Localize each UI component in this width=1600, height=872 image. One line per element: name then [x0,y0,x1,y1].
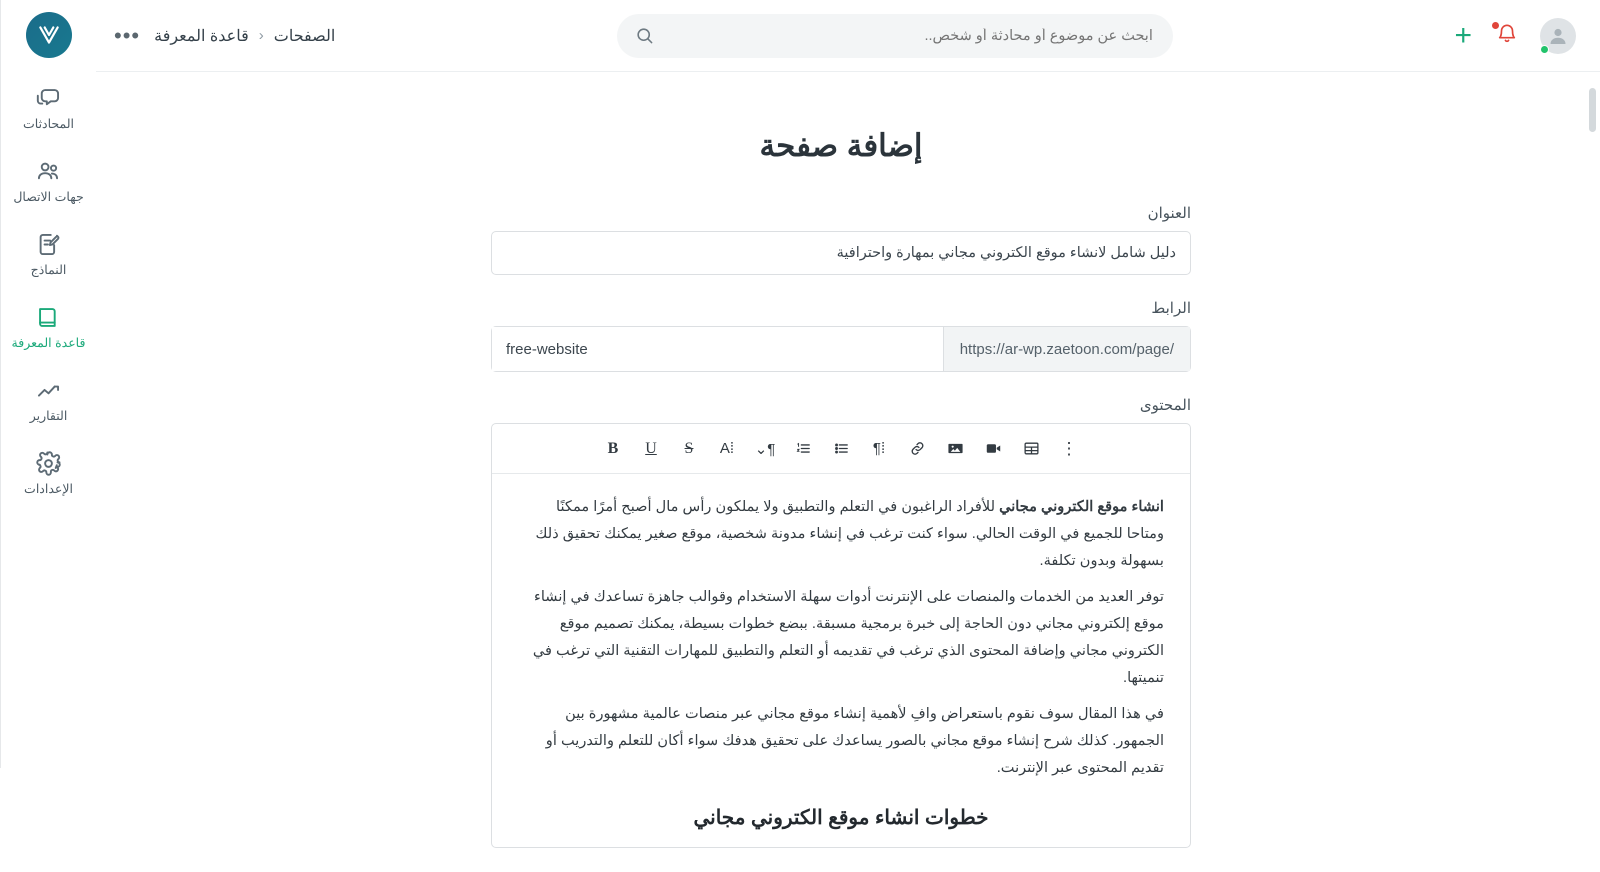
settings-icon [35,449,62,477]
breadcrumb-item-pages[interactable]: الصفحات [273,27,336,45]
link-row [491,326,1191,372]
avatar-icon [1546,24,1570,48]
bell-icon [1496,23,1518,45]
search-area [347,14,1442,58]
sidebar-item-conversations[interactable] [1,84,96,131]
forms-icon [35,230,62,258]
sidebar-item-contacts[interactable] [1,157,96,204]
breadcrumb-item-knowledge-base[interactable]: قاعدة المعرفة [154,27,249,45]
list-bullet-icon [833,440,850,457]
more-options-button[interactable]: ⋮ [1060,438,1078,458]
page-title: إضافة صفحة [759,128,923,163]
contacts-icon [35,157,62,185]
ordered-list-button[interactable] [792,438,814,460]
sidebar-item-label: الإعدادات [24,482,73,496]
search-icon [635,26,654,45]
notification-badge [1492,22,1499,29]
search-input[interactable] [664,27,1155,45]
sidebar-item-label: التقارير [29,409,68,423]
editor-toolbar [492,424,1190,474]
content-label: المحتوى [1139,397,1191,414]
link-button[interactable] [906,438,928,460]
editor-paragraph: في هذا المقال سوف نقوم باستعراض وافِ لأهمية إنشاء موقع مجاني عبر منصات عالمية مشهورة بين الجمهور. كذلك شرح إنشاء موقع مجاني بالصور يساعدك على تحقيق هدفك سواء أكان للتعلم والتدريب أو تقديم المحتوى عبر الإنترنت. [545,705,1164,776]
table-icon [1023,440,1040,457]
reports-icon [35,376,62,404]
list-numbered-icon [795,440,812,457]
add-new-button[interactable]: + [1454,18,1472,52]
link-field-group [491,299,1191,372]
image-icon [947,440,964,457]
editor-bold-lead: انشاء موقع الكتروني مجاني [999,499,1164,515]
sidebar-item-label: المحادثات [23,117,75,131]
paragraph-style-dropdown[interactable]: ¶⌄ [754,440,776,458]
brand-logo[interactable] [26,12,72,58]
title-label: العنوان [1147,205,1191,222]
page-scrollbar[interactable] [1586,72,1600,872]
breadcrumb [110,22,336,48]
sidebar-item-label: جهات الاتصال [13,190,84,204]
editor-content[interactable] [492,474,1190,847]
more-options-button[interactable]: ••• [114,22,141,48]
logo-icon [36,22,62,48]
add-page-form [491,204,1191,848]
text-align-button[interactable]: ⁞A [719,440,735,457]
content-scroll-region [96,72,1600,872]
bullet-list-button[interactable] [830,438,852,460]
knowledge-base-icon [35,303,62,331]
title-field-group [491,204,1191,275]
strikethrough-button[interactable]: S [684,439,694,457]
top-bar [96,0,1600,72]
video-icon [985,440,1002,457]
bold-button[interactable]: B [607,439,619,457]
sidebar-item-label: النماذج [30,263,67,277]
rtl-paragraph-button[interactable]: ⁞¶ [872,440,886,457]
top-bar-tools [1454,18,1582,54]
sidebar-item-label: قاعدة المعرفة [11,336,86,350]
table-button[interactable] [1020,438,1042,460]
notifications-button[interactable] [1494,23,1518,49]
avatar[interactable] [1540,18,1576,54]
sidebar-item-reports[interactable] [1,376,96,423]
main-area [96,0,1600,829]
sidebar-item-forms[interactable] [1,230,96,277]
chat-icon [35,84,62,112]
link-icon [909,440,926,457]
online-status-dot [1540,45,1549,54]
image-button[interactable] [944,438,966,460]
underline-button[interactable]: U [645,439,657,457]
link-slug-input[interactable] [492,327,943,371]
content-field-group [491,396,1191,848]
right-sidebar [0,0,96,768]
sidebar-item-knowledge-base[interactable] [1,303,96,350]
video-button[interactable] [982,438,1004,460]
editor-paragraph: توفر العديد من الخدمات والمنصات على الإنترنت أدوات سهلة الاستخدام وقوالب جاهزة تساعدك في إنشاء موقع إلكتروني مجاني دون الحاجة إلى خبرة برمجية مسبقة. ببضع خطوات بسيطة، يمكنك تصميم موقع الكتروني مجاني وإضافة المحتوى الذي ترغب في تقديمه أو التعلم والتطبيق للمهارات التقنية التي ترغب في تنميتها. [532,588,1164,686]
page-content [96,72,1586,872]
link-label: الرابط [1151,300,1191,317]
link-prefix: https://ar-wp.zaetoon.com/page/ [943,327,1190,371]
scrollbar-thumb[interactable] [1589,88,1596,132]
chevron-left-icon: ‹ [258,27,264,44]
editor-paragraph [518,494,1164,575]
sidebar-nav [1,84,96,496]
sidebar-item-settings[interactable] [1,449,96,496]
search-box[interactable] [617,14,1173,58]
editor-heading: خطوات انشاء موقع الكتروني مجاني [693,806,989,829]
editor-paragraph-text: للأفراد الراغبون في التعلم والتطبيق ولا يملكون رأس مال أصبح أمرًا ممكنًا ومتاحا للجميع في الوقت الحالي. سواء كنت ترغب في إنشاء مدونة شخصية، موقع صغير يمكنك تحقيق ذلك بسهولة وبدون تكلفة. [535,499,1164,569]
rich-text-editor [491,423,1191,848]
title-input[interactable] [491,231,1191,275]
